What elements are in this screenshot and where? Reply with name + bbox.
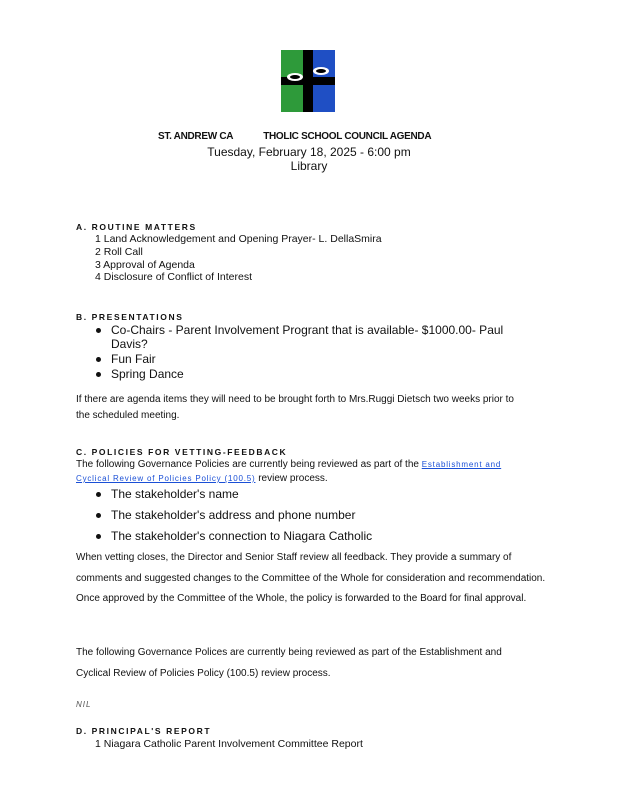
list-item: Spring Dance: [94, 367, 514, 381]
list-item: Fun Fair: [94, 352, 514, 366]
policies-intro-text: The following Governance Policies are currently being reviewed as part of the: [76, 459, 422, 470]
section-c-heading: C. POLICIES FOR VETTING-FEEDBACK: [76, 447, 288, 457]
agenda-title: [158, 131, 431, 142]
vetting-paragraph: When vetting closes, the Director and Senior Staff review all feedback. They provide a summary of comments and suggested changes to the Committee of the Whole for consideration and recommendation. Once approved by the Committee of the Whole, the policy is forwarded to the Board for final approval.: [76, 552, 546, 604]
list-item: The stakeholder's address and phone number: [94, 505, 524, 526]
agenda-items-note: If there are agenda items they will need to be brought forth to Mrs.Ruggi Dietsch two weeks prior to the scheduled meeting.: [76, 394, 514, 421]
list-item: Co-Chairs - Parent Involvement Progrant that is available- $1000.00- Paul Davis?: [94, 323, 514, 351]
policies-intro-end: review process.: [255, 473, 328, 484]
presentations-list: [94, 323, 514, 382]
title-part-2: THOLIC SCHOOL COUNCIL AGENDA: [263, 131, 432, 142]
section-d-heading: D. PRINCIPAL'S REPORT: [76, 726, 212, 736]
nil-text: NIL: [76, 700, 92, 709]
governance-paragraph: The following Governance Polices are currently being reviewed as part of the Establishment and Cyclical Review of Policies Policy (100.5) review process.: [76, 647, 502, 679]
section-a-item: 1 Land Acknowledgement and Opening Prayer- L. DellaSmira: [95, 233, 382, 245]
list-item: The stakeholder's name: [94, 484, 524, 505]
meeting-location: Library: [290, 159, 328, 173]
school-crest-icon: [281, 50, 335, 112]
policies-intro: [76, 458, 536, 486]
meeting-date: Tuesday, February 18, 2025 - 6:00 pm: [207, 145, 411, 159]
stakeholder-list: [94, 484, 524, 547]
section-b-heading: B. PRESENTATIONS: [76, 312, 184, 322]
policy-link[interactable]: Establishment and Cyclical Review of Policies Policy (100.5): [76, 460, 502, 483]
list-item: The stakeholder's connection to Niagara Catholic: [94, 526, 524, 547]
section-a-item: 2 Roll Call: [95, 246, 143, 258]
section-a-item: 4 Disclosure of Conflict of Interest: [95, 271, 252, 283]
section-a-heading: A. ROUTINE MATTERS: [76, 222, 197, 232]
section-d-item: 1 Niagara Catholic Parent Involvement Committee Report: [95, 738, 363, 750]
title-part-1: ST. ANDREW CA: [158, 131, 234, 142]
section-a-item: 3 Approval of Agenda: [95, 259, 195, 271]
